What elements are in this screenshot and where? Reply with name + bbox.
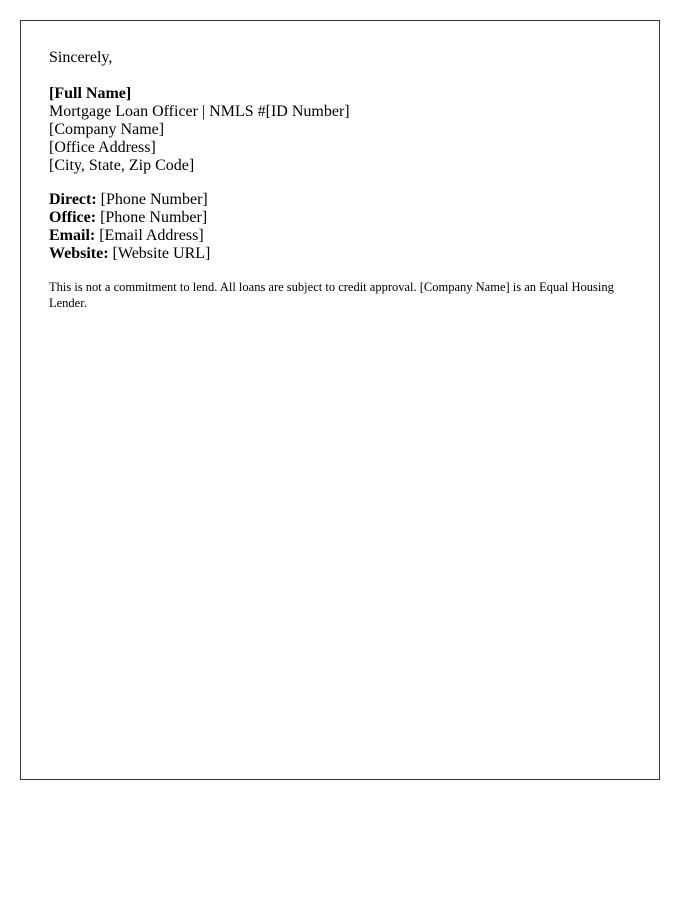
email-value: [Email Address] xyxy=(99,227,204,244)
contact-block xyxy=(49,191,631,263)
contact-direct xyxy=(49,191,631,209)
letter-page xyxy=(20,20,660,780)
signature-block xyxy=(49,85,631,175)
closing-text: Sincerely, xyxy=(49,49,113,66)
office-address: [Office Address] xyxy=(49,139,156,156)
direct-label: Direct: xyxy=(49,191,97,208)
office-label: Office: xyxy=(49,209,97,226)
signer-title: Mortgage Loan Officer | NMLS #[ID Number] xyxy=(49,103,350,120)
disclaimer-text: This is not a commitment to lend. All loans are subject to credit approval. [Company Name] is an Equal Housing Lender. xyxy=(49,280,614,310)
signer-name: [Full Name] xyxy=(49,85,132,102)
city-state-zip: [City, State, Zip Code] xyxy=(49,157,195,174)
contact-email xyxy=(49,227,631,245)
company-name: [Company Name] xyxy=(49,121,165,138)
contact-office xyxy=(49,209,631,227)
office-value: [Phone Number] xyxy=(100,209,208,226)
website-label: Website: xyxy=(49,245,109,262)
email-label: Email: xyxy=(49,227,96,244)
website-value: [Website URL] xyxy=(112,245,211,262)
direct-value: [Phone Number] xyxy=(100,191,208,208)
contact-website xyxy=(49,245,631,263)
